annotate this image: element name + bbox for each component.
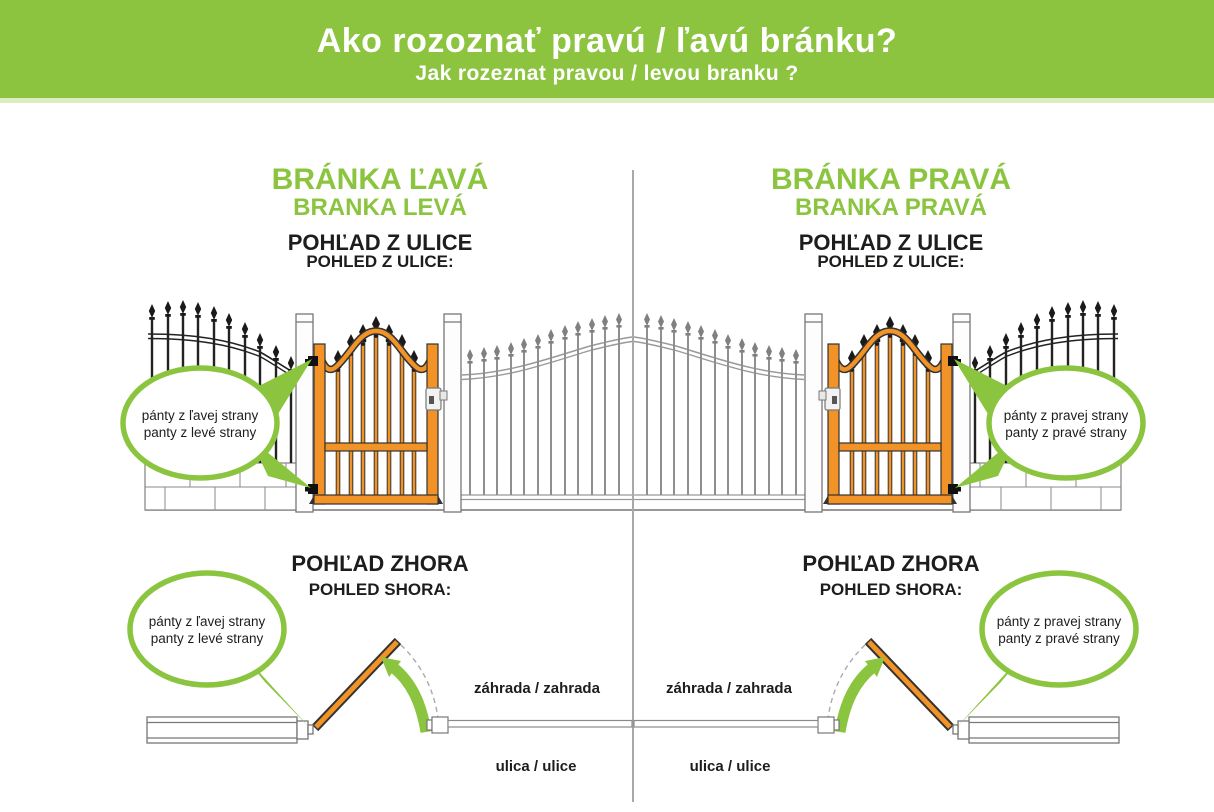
right-street-view-title: POHĽAD Z ULICE xyxy=(798,230,984,255)
page-title: Ako rozoznať pravú / ľavú bránku? xyxy=(316,22,898,60)
right-gate-subtitle: BRANKA PRAVÁ xyxy=(795,194,987,221)
left-street-view-title: POHĽAD Z ULICE xyxy=(287,230,473,255)
left-street-label: ulica / ulice xyxy=(495,758,577,775)
right-gate-title: BRÁNKA PRAVÁ xyxy=(771,163,1011,196)
right-street-label: ulica / ulice xyxy=(689,758,771,775)
right-top-callout-text: pánty z pravej strany panty z pravé strany xyxy=(996,614,1122,646)
right-top-view-illustration xyxy=(626,550,1156,790)
right-garden-label: záhrada / zahrada xyxy=(666,680,792,697)
left-street-view-illustration xyxy=(110,288,640,518)
right-top-view-subtitle: POHLED SHORA: xyxy=(819,580,963,599)
right-street-callout-text: pánty z pravej strany panty z pravé strany xyxy=(1003,408,1129,440)
left-street-view-subtitle: POHLED Z ULICE: xyxy=(306,252,454,271)
left-top-view-illustration xyxy=(110,550,640,790)
left-street-callout-text: pánty z ľavej strany panty z levé strany xyxy=(141,408,259,440)
right-street-view-illustration xyxy=(626,288,1156,518)
right-top-view-title: POHĽAD ZHORA xyxy=(802,551,980,576)
left-top-view-subtitle: POHLED SHORA: xyxy=(308,580,452,599)
right-street-view-subtitle: POHLED Z ULICE: xyxy=(817,252,965,271)
page-subtitle: Jak rozeznat pravou / levou branku ? xyxy=(415,62,799,85)
left-gate-subtitle: BRANKA LEVÁ xyxy=(293,194,467,221)
left-top-view-title: POHĽAD ZHORA xyxy=(291,551,469,576)
left-garden-label: záhrada / zahrada xyxy=(474,680,600,697)
left-top-callout-text: pánty z ľavej strany panty z levé strany xyxy=(148,614,266,646)
header-banner-edge xyxy=(0,98,1214,103)
left-gate-title: BRÁNKA ĽAVÁ xyxy=(271,163,489,196)
